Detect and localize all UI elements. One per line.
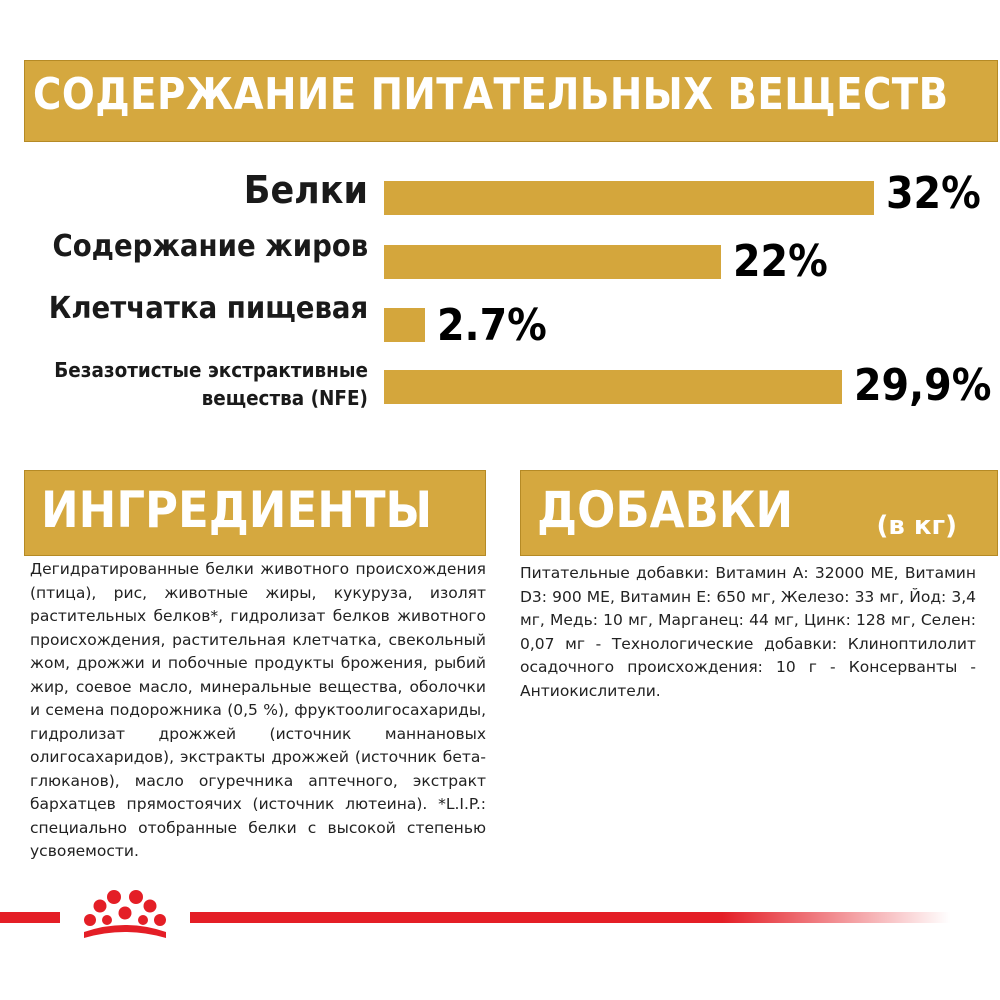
ingredients-header (24, 470, 486, 556)
nutrition-label: Содержание жиров (52, 229, 368, 264)
nutrition-row-nfe (0, 354, 1000, 424)
nutrition-value: 29,9% (853, 360, 992, 411)
footer-red-line-right (190, 912, 950, 923)
nutrition-label-line2: вещества (NFE) (201, 386, 368, 410)
nutrition-value: 32% (886, 168, 981, 219)
nutrition-row-protein (0, 160, 1000, 230)
additives-title: ДОБАВКИ (537, 481, 794, 539)
additives-text: Питательные добавки: Витамин А: 32000 МЕ, Витамин D3: 900 МЕ, Витамин Е: 650 мг, Железо: 33 мг, Йод: 3,4 мг, Медь: 10 мг, Марганец: 44 мг, Цинк: 128 мг, Селен: 0,07 мг - Технологические добавки: Клиноптилолит осадочного происхождения: 10 г - Консерванты - Антиокислители. (520, 564, 976, 700)
nutrition-bar (384, 308, 425, 342)
royal-crown-logo-icon (70, 880, 180, 950)
nutrition-label: Клетчатка пищевая (48, 291, 368, 326)
nutrition-title: СОДЕРЖАНИЕ ПИТАТЕЛЬНЫХ ВЕЩЕСТВ (33, 69, 949, 120)
nutrition-bar (384, 370, 842, 404)
footer-red-line-left (0, 912, 60, 923)
nutrition-value: 2.7% (437, 300, 548, 351)
ingredients-title: ИНГРЕДИЕНТЫ (41, 481, 433, 539)
additives-header (520, 470, 998, 556)
nutrition-bar (384, 245, 721, 279)
nutrition-bar (384, 181, 874, 215)
nutrition-label: Белки (243, 168, 368, 212)
nutrition-value: 22% (732, 236, 828, 287)
nutrition-label-line1: Безазотистые экстрактивные (54, 358, 368, 382)
nutrition-row-fat (0, 226, 1000, 296)
nutrition-row-fiber (0, 288, 1000, 358)
ingredients-text: Дегидратированные белки животного происхождения (птица), рис, животные жиры, кукуруза, изолят растительных белков*, гидролизат белков животного происхождения, растительная клетчатка, свекольный жом, дрожжи и побочные продукты брожения, рыбий жир, соевое масло, минеральные вещества, оболочки и семена подорожника (0,5 %), фруктоолигосахариды, гидролизат дрожжей (источник маннановых олигосахаридов), экстракты дрожжей (источник бета-глюканов), масло огуречника аптечного, экстракт бархатцев прямостоячих (источник лютеина). *L.I.P.: специально отобранные белки с высокой степенью усвояемости. (30, 560, 486, 860)
additives-unit: (в кг) (876, 511, 957, 541)
nutrition-header (24, 60, 998, 142)
nutrition-label (54, 356, 368, 412)
